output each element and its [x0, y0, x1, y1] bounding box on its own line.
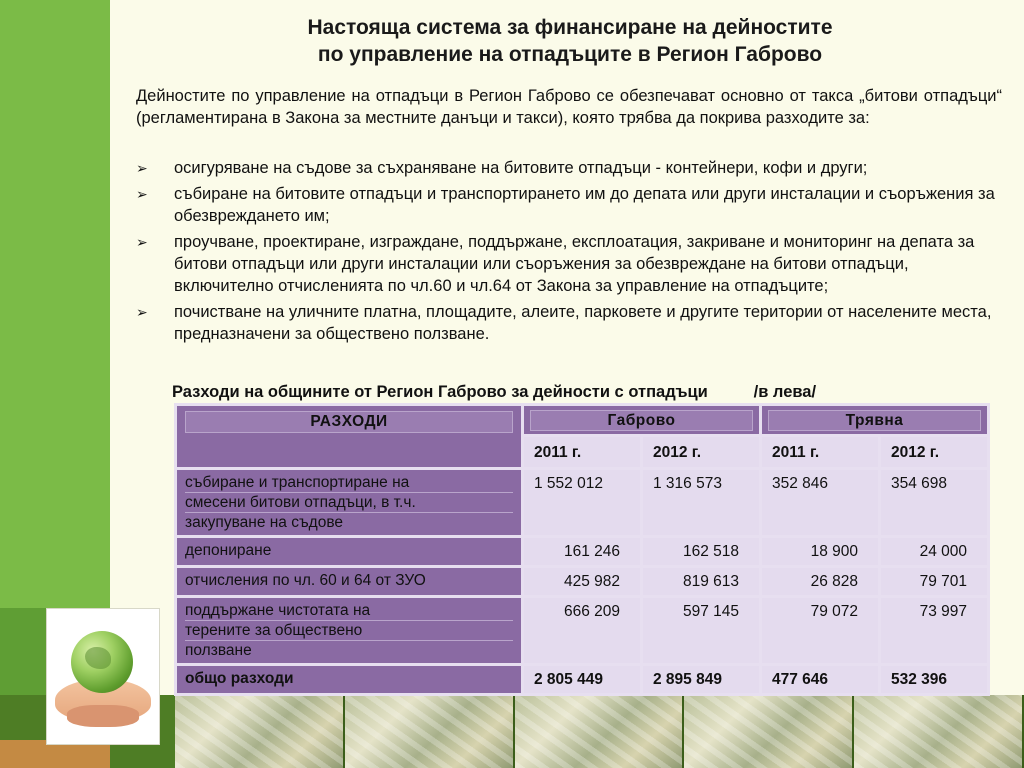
table-cell: 2 805 449: [523, 665, 642, 695]
table-cell: 24 000: [880, 537, 989, 567]
table-cell: 819 613: [642, 567, 761, 597]
table-cell: 425 982: [523, 567, 642, 597]
bullet-item: [136, 157, 1002, 179]
row-label: [176, 597, 523, 665]
table-cell: 161 246: [523, 537, 642, 567]
title-line-2: по управление на отпадъците в Регион Габрово: [317, 43, 823, 66]
expenses-table: [174, 403, 990, 696]
left-green-bar: [0, 0, 110, 695]
arrow-bullet-icon: ➢: [136, 186, 148, 202]
year-header: 2011 г.: [761, 436, 880, 469]
table-header-cell: [176, 405, 523, 469]
banknotes-image: [175, 695, 345, 768]
banknotes-image: [854, 695, 1024, 768]
row-label-line: поддържане чистотата на: [185, 601, 513, 621]
slide-title: [130, 14, 1010, 68]
group-header-label: Габрово: [530, 410, 753, 431]
row-label-line: закупуване на съдове: [185, 514, 344, 531]
row-label: [176, 469, 523, 537]
table-cell: 162 518: [642, 537, 761, 567]
table-caption: Разходи на общините от Регион Габрово за дейности с отпадъци /в лева/: [172, 383, 817, 401]
arrow-bullet-icon: ➢: [136, 234, 148, 250]
table-cell: 352 846: [761, 469, 880, 537]
group-header-gabrovo: [523, 405, 761, 436]
banknotes-image: [515, 695, 685, 768]
table-header-label: РАЗХОДИ: [185, 411, 513, 433]
table-cell: 1 552 012: [523, 469, 642, 537]
year-header: 2012 г.: [642, 436, 761, 469]
banknotes-image-strip: [175, 695, 1024, 768]
year-header: 2011 г.: [523, 436, 642, 469]
title-line-1: Настояща система за финансиране на дейностите: [307, 16, 833, 39]
row-label-line: смесени битови отпадъци, в т.ч.: [185, 493, 513, 513]
table-row: [176, 537, 989, 567]
table-cell: 666 209: [523, 597, 642, 665]
row-label-line: събиране и транспортиране на: [185, 473, 513, 493]
bullet-item: [136, 183, 1002, 227]
bullet-item: [136, 301, 1002, 345]
intro-paragraph: Дейностите по управление на отпадъци в Регион Габрово се обезпечават основно от такса „битови отпадъци“ (регламентирана в Закона за местните данъци и такси), която трябва да покрива разходите за:: [136, 87, 1002, 127]
row-label: общо разходи: [176, 665, 523, 695]
table-total-row: [176, 665, 989, 695]
row-label: депониране: [176, 537, 523, 567]
row-label-line: ползване: [185, 642, 252, 659]
arrow-bullet-icon: ➢: [136, 160, 148, 176]
globe-land-shape: [85, 647, 111, 669]
row-label-line: терените за обществено: [185, 621, 513, 641]
table-cell: 18 900: [761, 537, 880, 567]
group-header-tryavna: [761, 405, 989, 436]
row-label: отчисления по чл. 60 и 64 от ЗУО: [176, 567, 523, 597]
banknotes-image: [345, 695, 515, 768]
table-cell: 477 646: [761, 665, 880, 695]
bullet-text: събиране на битовите отпадъци и транспортирането им до депата или други инсталации и съоръжения за обезвреждането им;: [174, 185, 995, 225]
table-cell: 532 396: [880, 665, 989, 695]
table-cell: 73 997: [880, 597, 989, 665]
bullet-text: осигуряване на съдове за съхраняване на битовите отпадъци - контейнери, кофи и други;: [174, 159, 868, 177]
bullet-item: [136, 231, 1002, 297]
table-cell: 79 701: [880, 567, 989, 597]
table-cell: 354 698: [880, 469, 989, 537]
table-row: [176, 469, 989, 537]
bullet-text: почистване на уличните платна, площадите, алеите, парковете и другите територии от населените места, предназначени за обществено ползване.: [174, 303, 992, 343]
table-row: [176, 597, 989, 665]
arrow-bullet-icon: ➢: [136, 304, 148, 320]
year-header: 2012 г.: [880, 436, 989, 469]
globe-in-hands-image: [46, 608, 160, 745]
banknotes-image: [684, 695, 854, 768]
globe-icon: [71, 631, 133, 693]
table-cell: 79 072: [761, 597, 880, 665]
group-header-label: Трявна: [768, 410, 981, 431]
bullet-list: [136, 157, 1002, 349]
table-row: [176, 567, 989, 597]
table-cell: 1 316 573: [642, 469, 761, 537]
table-cell: 2 895 849: [642, 665, 761, 695]
table-cell: 26 828: [761, 567, 880, 597]
bullet-text: проучване, проектиране, изграждане, поддържане, експлоатация, закриване и мониторинг на депата за битови отпадъци или други инсталации или съоръжения за обезвреждане на битови отпадъци, включително отчисленията по чл.60 и чл.64 от Закона за управление на отпадъците;: [174, 233, 975, 295]
table-cell: 597 145: [642, 597, 761, 665]
hands-shape-lower: [67, 705, 139, 727]
